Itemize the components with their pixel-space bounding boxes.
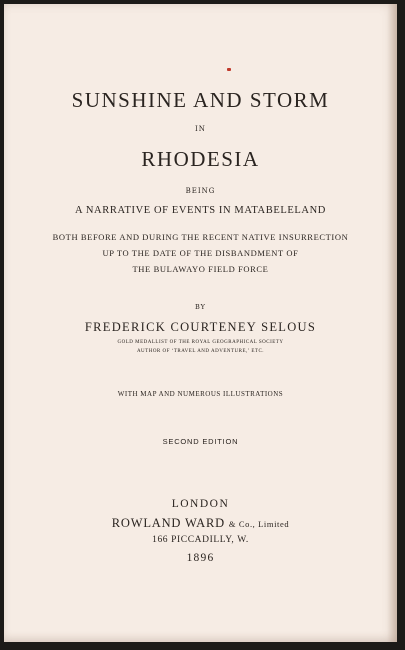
illustrations-note: WITH MAP AND NUMEROUS ILLUSTRATIONS [117, 390, 284, 398]
author-name: FREDERICK COURTENEY SELOUS [84, 320, 317, 334]
title-connector: IN [195, 125, 206, 133]
subtitle-being: BEING [185, 187, 216, 195]
imprint-address: 166 PICCADILLY, W. [152, 535, 249, 545]
red-mark [227, 68, 231, 71]
subtitle-line-1: BOTH BEFORE AND DURING THE RECENT NATIVE INSURRECTION [52, 232, 349, 242]
title-page [4, 4, 397, 642]
book-title-place: RHODESIA [141, 147, 260, 171]
imprint-city: LONDON [171, 498, 230, 510]
edition-note: SECOND EDITION [162, 437, 239, 446]
subtitle-line-3: THE BULAWAYO FIELD FORCE [132, 264, 269, 274]
author-credential-1: GOLD MEDALLIST OF THE ROYAL GEOGRAPHICAL SOCIETY [117, 340, 284, 345]
imprint-publisher [4, 516, 397, 531]
author-credential-2: AUTHOR OF ‘TRAVEL AND ADVENTURE,’ ETC. [136, 349, 265, 354]
subtitle-line-2: UP TO THE DATE OF THE DISBANDMENT OF [102, 248, 299, 258]
book-title: SUNSHINE AND STORM [71, 88, 330, 112]
subtitle-narrative: A NARRATIVE OF EVENTS IN MATABELELAND [75, 205, 326, 216]
publisher-suffix: & Co., Limited [228, 519, 290, 529]
publisher-name: ROWLAND WARD [111, 516, 225, 530]
author-by: BY [195, 303, 206, 311]
imprint-year: 1896 [186, 552, 215, 564]
